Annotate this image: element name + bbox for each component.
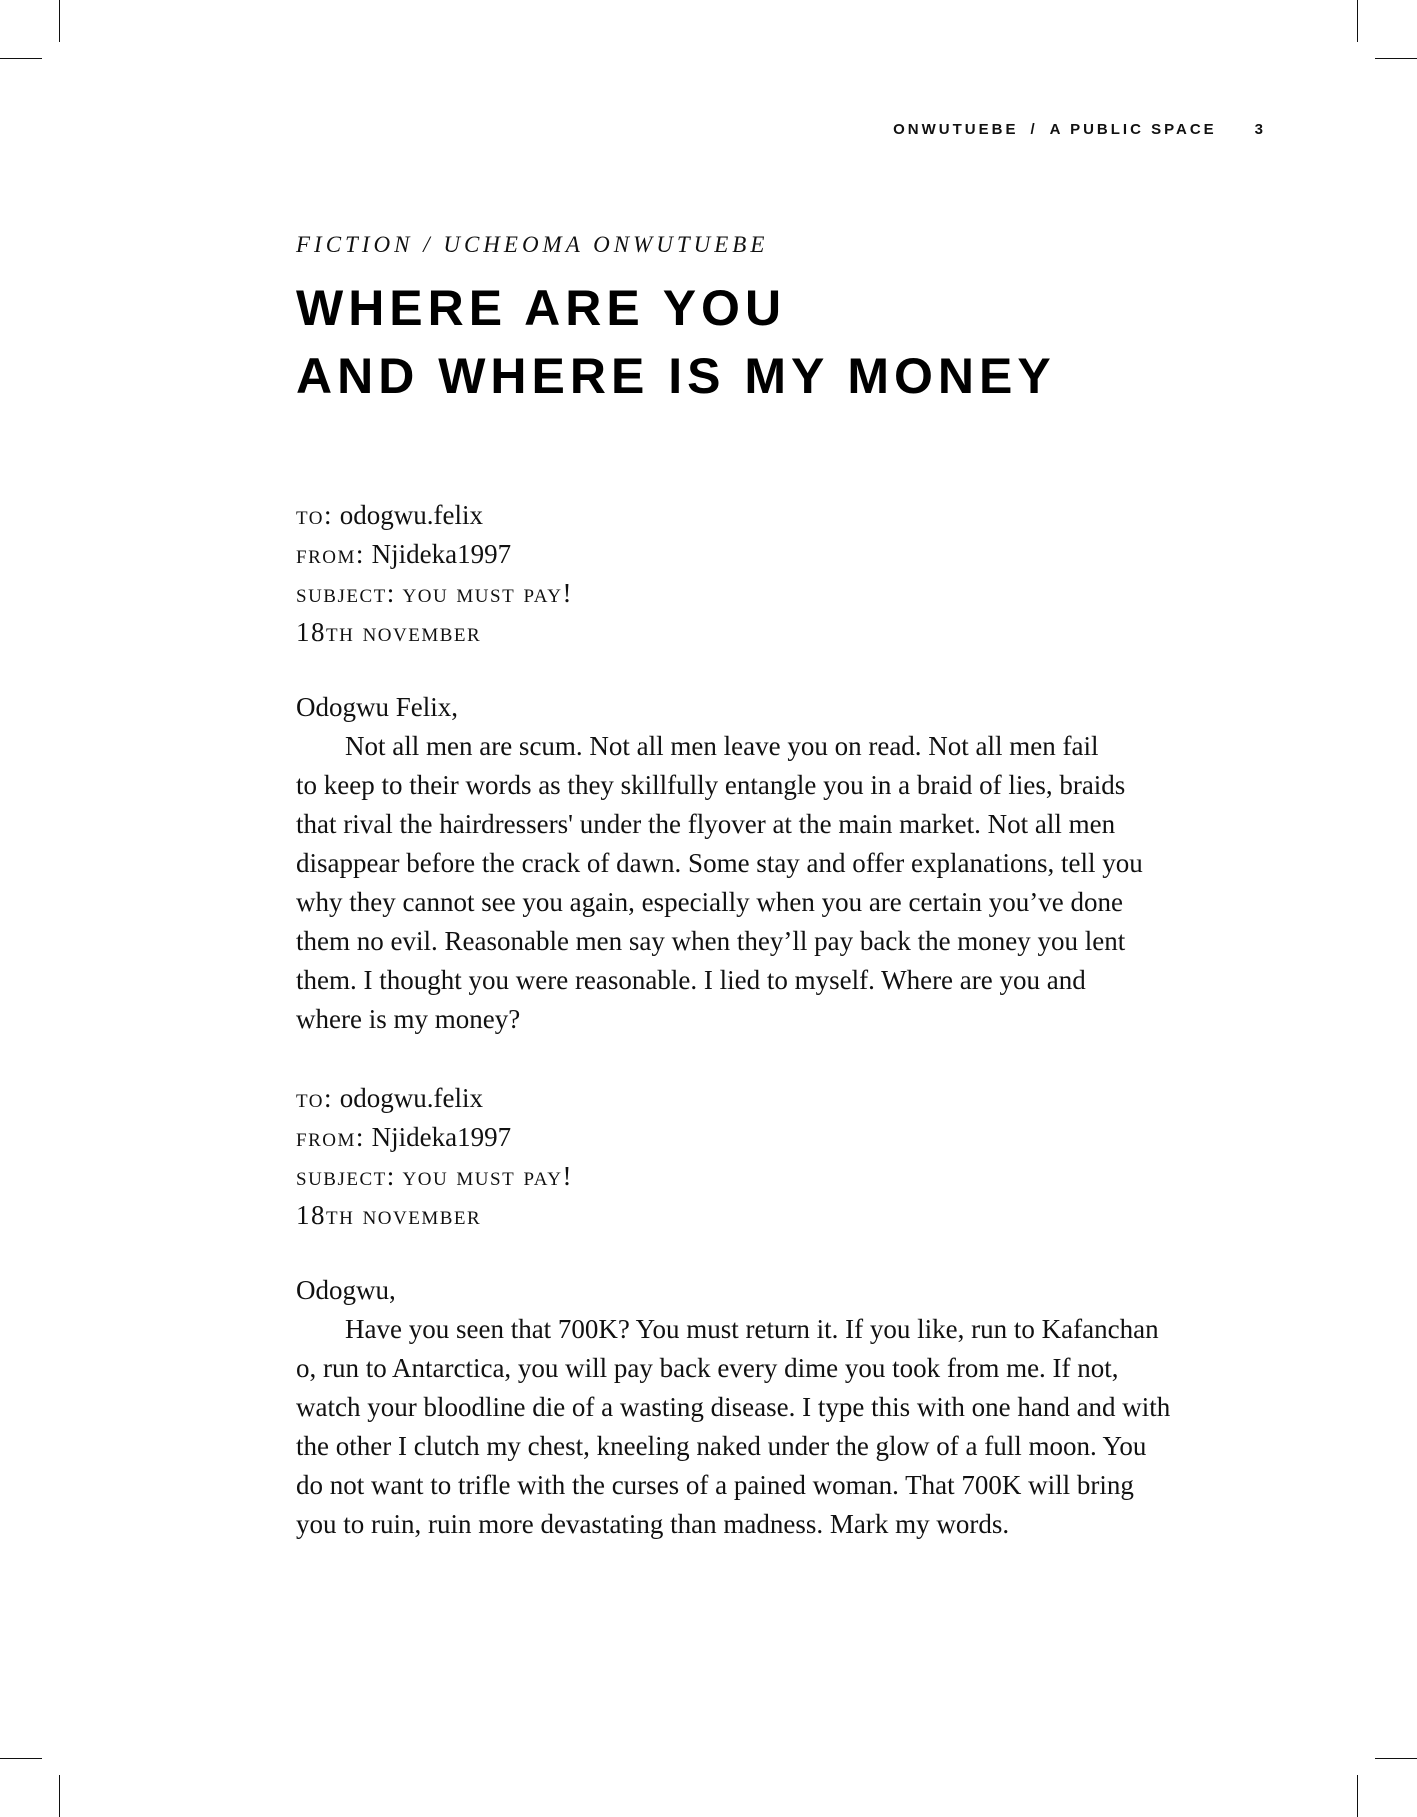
email-to-line [296, 496, 1216, 535]
page-number: 3 [1254, 121, 1266, 138]
email-body [296, 727, 1216, 1039]
section-kicker: FICTION / UCHEOMA ONWUTUEBE [296, 232, 769, 257]
story-title-line-1: WHERE ARE YOU [296, 280, 787, 336]
email-to-value: odogwu.felix [339, 500, 483, 530]
email-greeting: Odogwu Felix, [296, 692, 458, 722]
email-body-line: that rival the hairdressers' under the flyover at the main market. Not all men [296, 809, 1116, 839]
email-body-line: where is my money? [296, 1004, 521, 1034]
email-subject-label: subject: [296, 578, 396, 608]
email-to-label: to: [296, 500, 333, 530]
crop-mark-bottom-right-vertical [1357, 1775, 1358, 1817]
email-from-line [296, 1118, 1216, 1157]
running-head [893, 121, 1266, 138]
email-body-line: Not all men are scum. Not all men leave you on read. Not all men fail [345, 731, 1099, 761]
email-body-line: watch your bloodline die of a wasting disease. I type this with one hand and with [296, 1392, 1171, 1422]
crop-mark-top-left-horizontal [0, 58, 42, 59]
running-head-separator: / [1030, 121, 1038, 138]
email-from-label: from: [296, 539, 365, 569]
email-message-1 [296, 496, 1216, 1039]
story-title [296, 274, 1196, 410]
email-date: 18th november [296, 617, 482, 647]
email-subject-line [296, 574, 1216, 613]
running-head-publication: A PUBLIC SPACE [1049, 121, 1217, 138]
crop-mark-top-right-horizontal [1375, 58, 1417, 59]
email-date: 18th november [296, 1200, 482, 1230]
crop-mark-top-left-vertical [59, 0, 60, 42]
email-subject-label: subject: [296, 1161, 396, 1191]
email-from-value: Njideka1997 [371, 539, 512, 569]
email-to-label: to: [296, 1083, 333, 1113]
story-title-line-2: AND WHERE IS MY MONEY [296, 348, 1056, 404]
email-subject-value: you must pay! [402, 578, 573, 608]
running-head-author: ONWUTUEBE [893, 121, 1019, 138]
crop-mark-bottom-left-vertical [59, 1775, 60, 1817]
email-subject-value: you must pay! [402, 1161, 573, 1191]
email-body-line: them. I thought you were reasonable. I lied to myself. Where are you and [296, 965, 1086, 995]
email-greeting: Odogwu, [296, 1275, 396, 1305]
email-body-line: them no evil. Reasonable men say when they’ll pay back the money you lent [296, 926, 1126, 956]
email-to-line [296, 1079, 1216, 1118]
email-from-line [296, 535, 1216, 574]
email-body-line: the other I clutch my chest, kneeling naked under the glow of a full moon. You [296, 1431, 1147, 1461]
crop-mark-bottom-right-horizontal [1375, 1758, 1417, 1759]
email-body-line: you to ruin, ruin more devastating than madness. Mark my words. [296, 1509, 1010, 1539]
email-body-line: o, run to Antarctica, you will pay back every dime you took from me. If not, [296, 1353, 1119, 1383]
email-from-label: from: [296, 1122, 365, 1152]
email-body-line: to keep to their words as they skillfully entangle you in a braid of lies, braids [296, 770, 1126, 800]
email-body [296, 1310, 1216, 1544]
email-body-line: disappear before the crack of dawn. Some stay and offer explanations, tell you [296, 848, 1143, 878]
email-subject-line [296, 1157, 1216, 1196]
email-to-value: odogwu.felix [339, 1083, 483, 1113]
email-body-line: Have you seen that 700K? You must return it. If you like, run to Kafanchan [345, 1314, 1159, 1344]
email-message-2 [296, 1079, 1216, 1544]
crop-mark-bottom-left-horizontal [0, 1758, 42, 1759]
email-from-value: Njideka1997 [371, 1122, 512, 1152]
email-body-line: why they cannot see you again, especially when you are certain you’ve done [296, 887, 1123, 917]
crop-mark-top-right-vertical [1357, 0, 1358, 42]
email-body-line: do not want to trifle with the curses of a pained woman. That 700K will bring [296, 1470, 1134, 1500]
